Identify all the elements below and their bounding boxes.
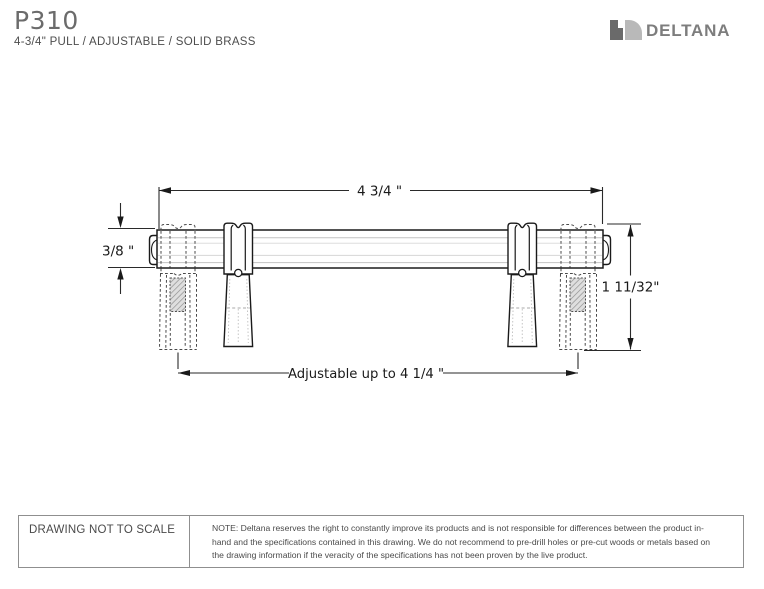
- bar-end-cap-right: [603, 236, 611, 265]
- footer-box: [18, 515, 744, 568]
- product-code-title: P310: [14, 6, 79, 35]
- height-label: 1 11/32": [601, 279, 660, 296]
- arrowhead-left: [178, 370, 190, 376]
- mounting-post-left: [224, 223, 253, 346]
- note-cell: [190, 516, 743, 567]
- clamp-ball-detail: [235, 269, 242, 276]
- brand-name: DELTANA: [646, 21, 731, 40]
- pull-bar: [150, 230, 611, 268]
- legal-note: NOTE: Deltana reserves the right to constantly improve its products and is not responsible for differences between the product in-hand and the specifications contained in this drawing. We do not recommend to pre-drill holes or pre-cut woods or metals based on the drawing information if the veracity of the specifications has not been proven by the live product.: [212, 523, 711, 561]
- arrowhead-down: [627, 338, 633, 350]
- arrowhead-down: [117, 217, 123, 229]
- arrowhead-up: [117, 268, 123, 280]
- arrowhead-left: [159, 187, 171, 193]
- adjustable-label: Adjustable up to 4 1/4 ": [287, 367, 445, 382]
- mounting-post-right: [508, 223, 537, 346]
- diameter-label: 3/8 ": [102, 243, 135, 260]
- threaded-section-hatch: [170, 278, 186, 312]
- bar-end-cap-left: [150, 236, 158, 265]
- overall-length-label: 4 3/4 ": [356, 183, 403, 200]
- arrowhead-right: [566, 370, 578, 376]
- scale-disclaimer: DRAWING NOT TO SCALE: [19, 516, 190, 567]
- arrowhead-up: [627, 225, 633, 237]
- product-subtitle: 4-3/4" PULL / ADJUSTABLE / SOLID BRASS: [14, 36, 256, 48]
- bar-clamp-bracket: [224, 223, 253, 274]
- arrowhead-right: [591, 187, 603, 193]
